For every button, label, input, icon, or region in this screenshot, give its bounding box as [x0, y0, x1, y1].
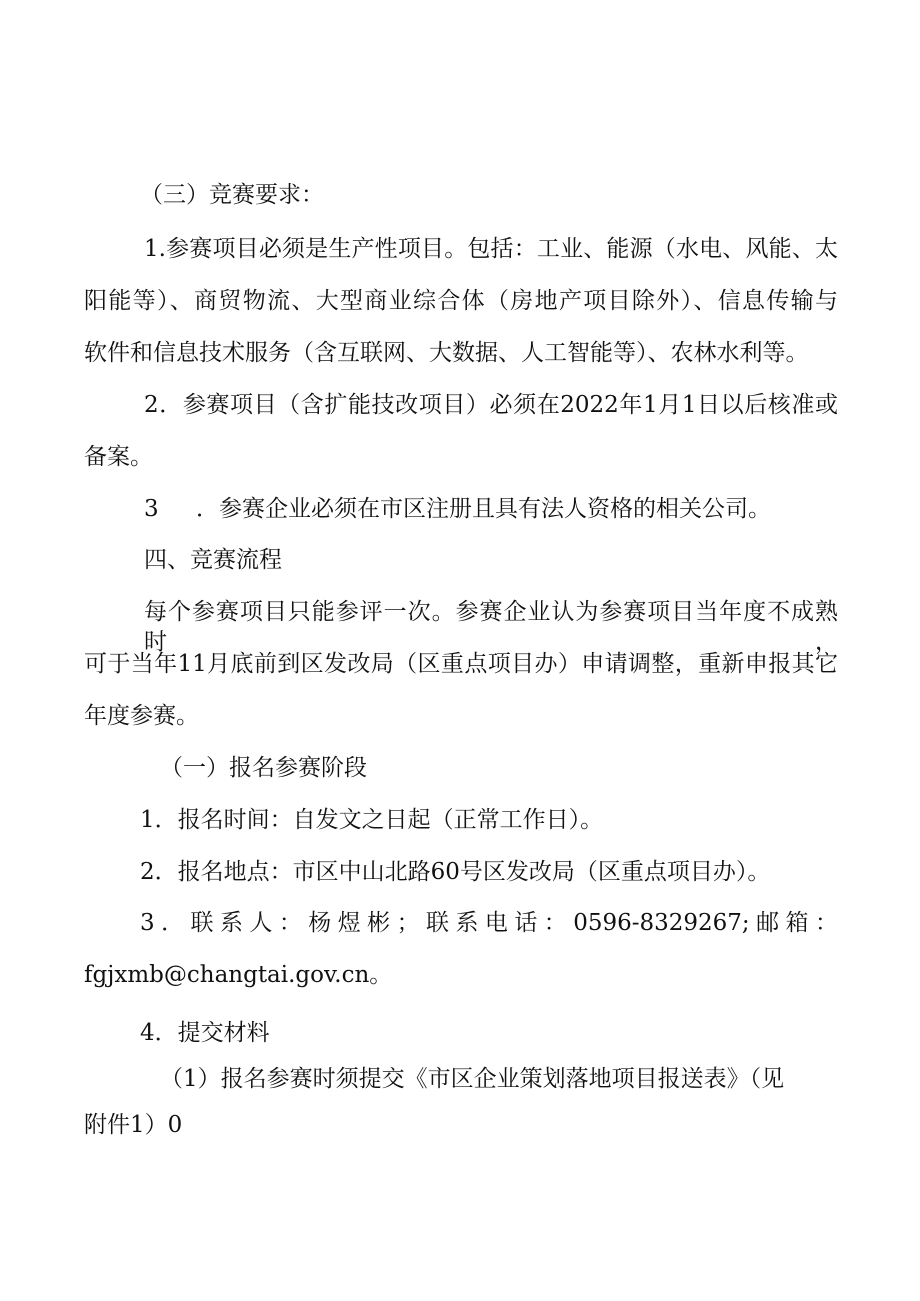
requirement-2-line-2: 备案。 — [84, 444, 153, 470]
requirement-1-line-2: 阳能等）、商贸物流、大型商业综合体（房地产项目除外）、信息传输与 — [84, 288, 838, 314]
item-4-materials-heading: 4．提交材料 — [140, 1020, 270, 1046]
section3-heading: （三）竞赛要求： — [140, 182, 324, 208]
requirement-2-line-1: 2．参赛项目（含扩能技改项目）必须在2022年1月1日以后核准或 — [144, 392, 838, 418]
requirement-1-line-1: 1.参赛项目必须是生产性项目。包括：工业、能源（水电、风能、太 — [144, 236, 838, 262]
requirement-1-line-3: 软件和信息技术服务（含互联网、大数据、人工智能等）、农林水利等。 — [84, 340, 809, 366]
flow-line-1: 每个参赛项目只能参评一次。参赛企业认为参赛项目当年度不成熟时， — [144, 599, 838, 655]
item-2-registration-location: 2．报名地点：市区中山北路60号区发改局（区重点项目办）。 — [140, 859, 771, 885]
item-1-registration-time: 1．报名时间：自发文之日起（正常工作日）。 — [140, 807, 604, 833]
section4-heading: 四、竞赛流程 — [144, 547, 282, 573]
requirement-3-number: 3 — [144, 496, 159, 522]
sub-item-1-line-2: 附件1）0 — [84, 1112, 183, 1138]
sub-item-1-line-1: （1）报名参赛时须提交《市区企业策划落地项目报送表》（见 — [160, 1066, 785, 1092]
flow-line-2: 可于当年11月底前到区发改局（区重点项目办）申请调整，重新申报其它 — [84, 651, 838, 677]
item-3-contact-line-1: 3．联系人：杨煜彬；联系电话：0596-8329267;邮箱： — [140, 910, 838, 936]
item-3-contact-email: fgjxmb@changtai.gov.cn。 — [84, 962, 393, 988]
stage1-heading: （一）报名参赛阶段 — [160, 755, 367, 781]
flow-line-3: 年度参赛。 — [84, 703, 199, 729]
requirement-3-text: ．参赛企业必须在市区注册且具有法人资格的相关公司。 — [196, 496, 771, 522]
